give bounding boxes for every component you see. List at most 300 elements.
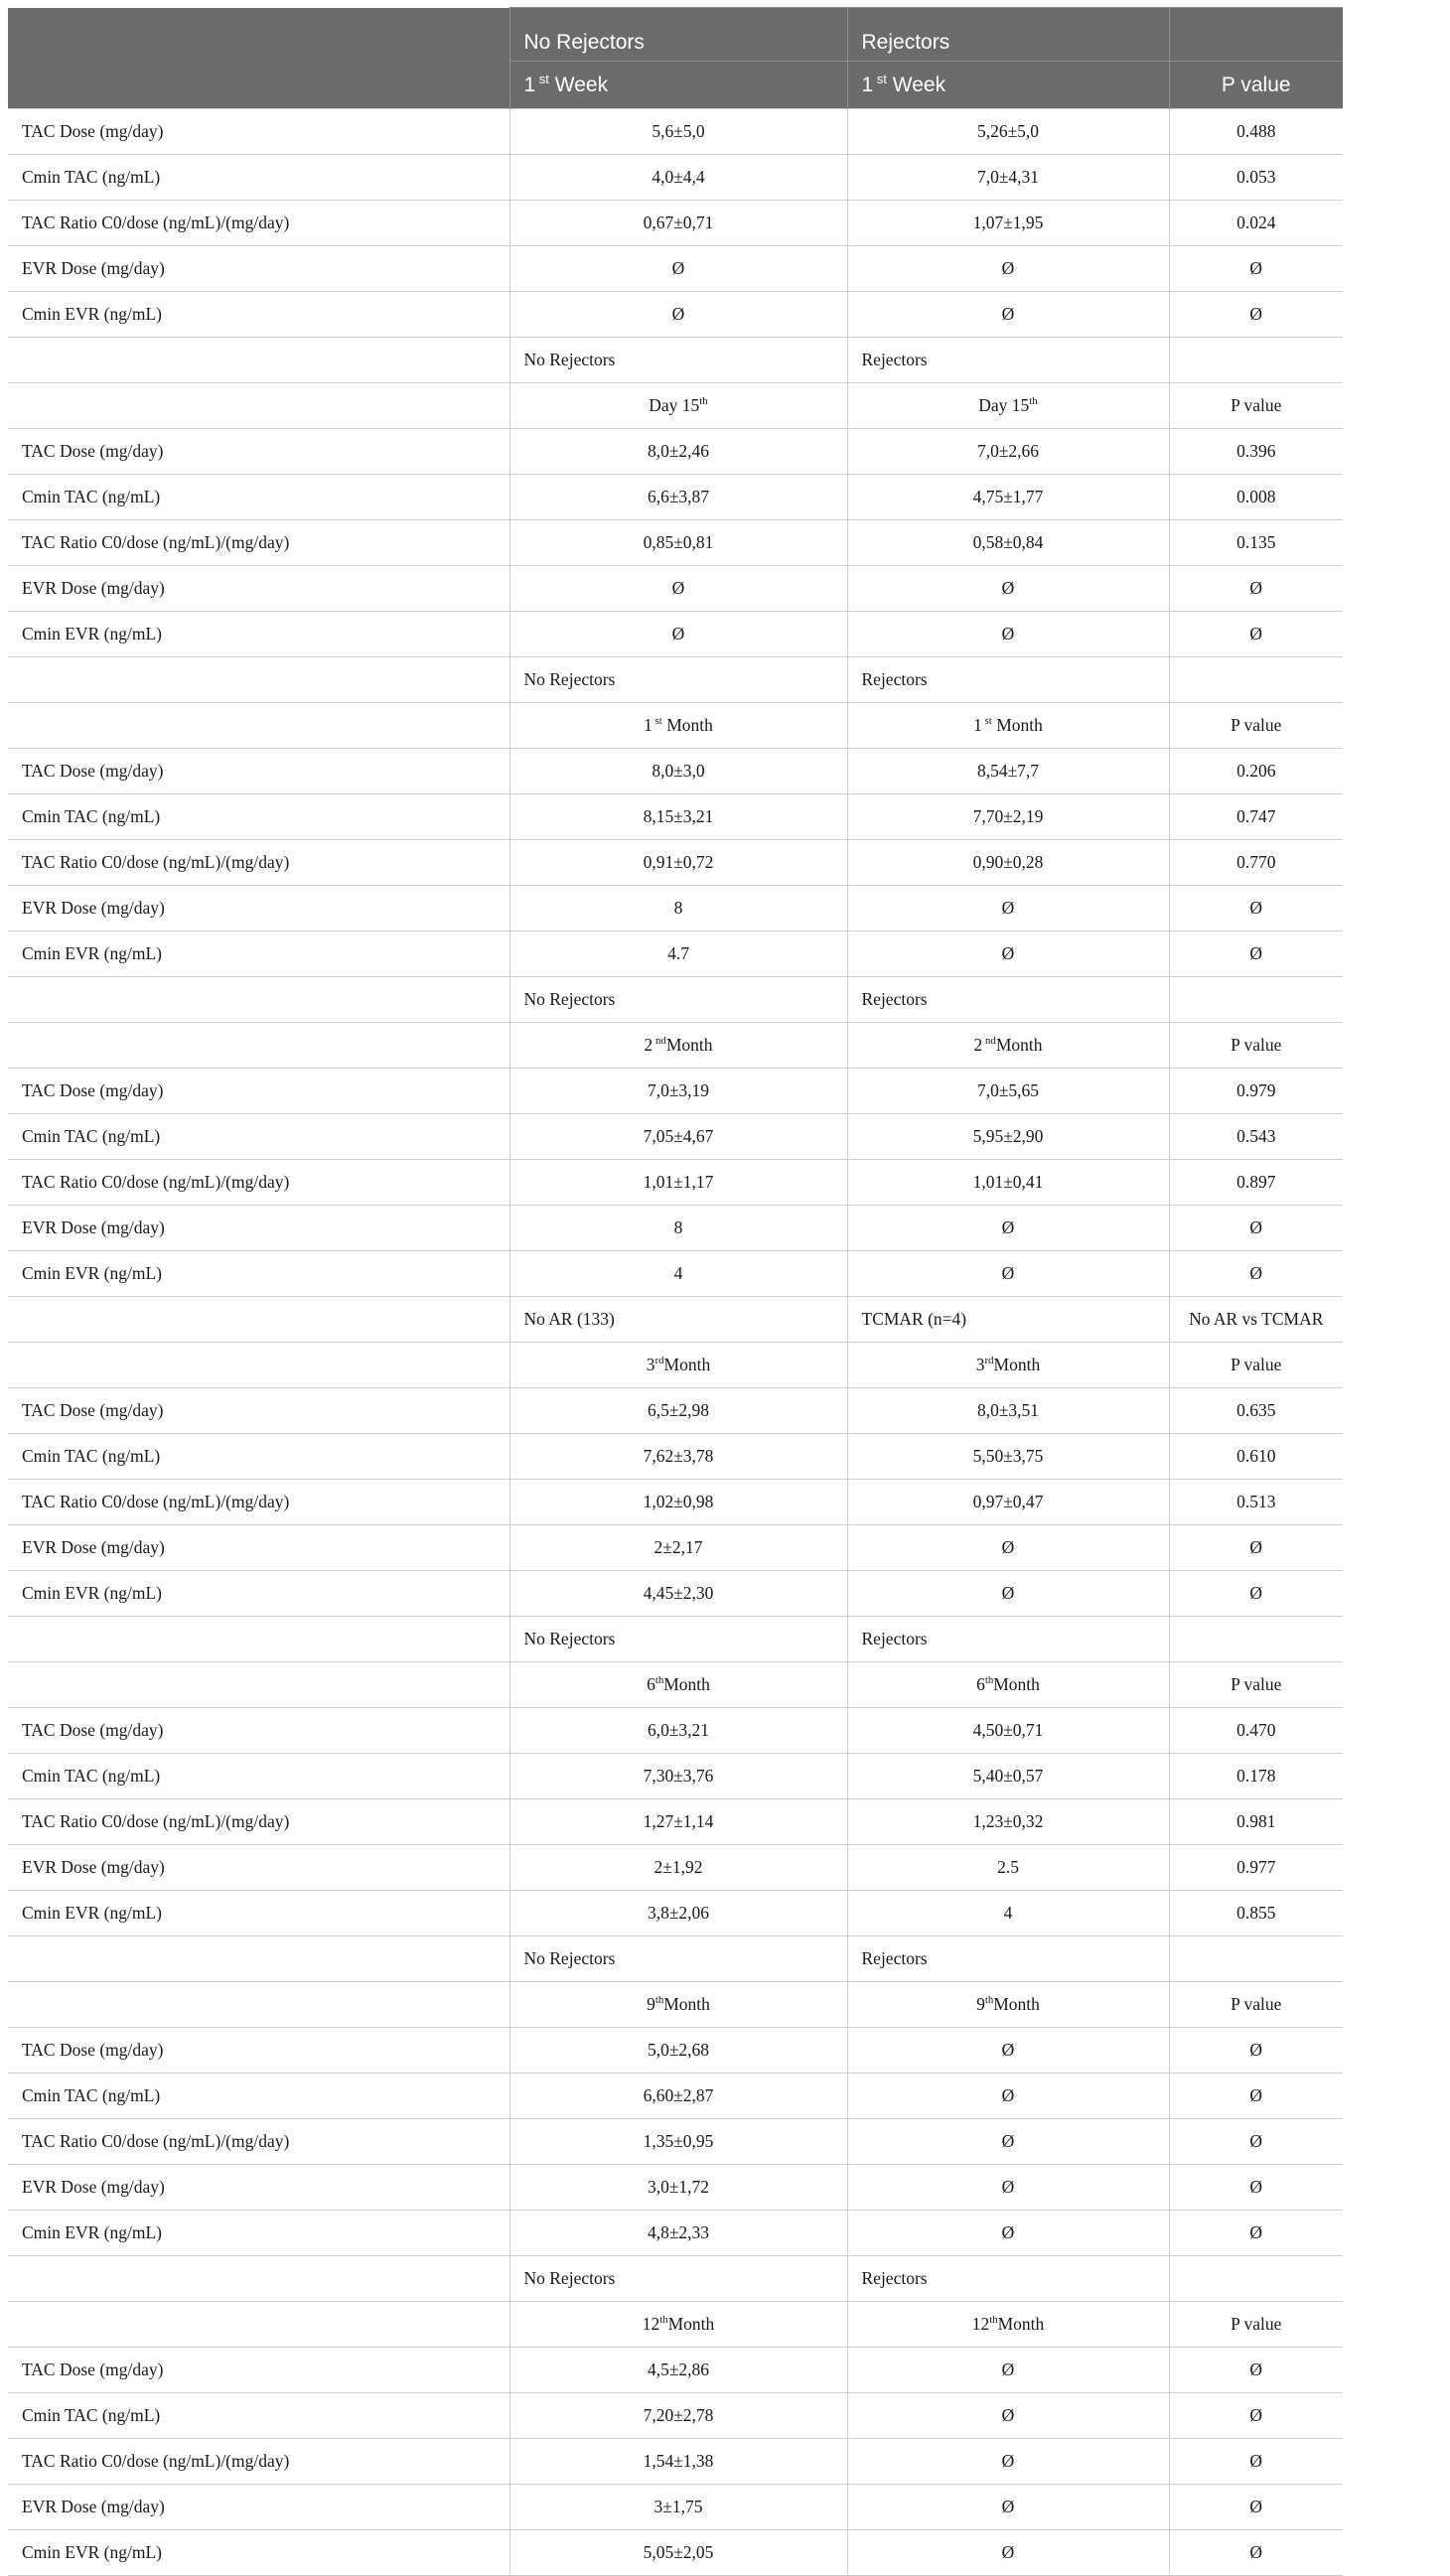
period-superscript: th xyxy=(699,395,708,408)
value-p: Ø xyxy=(1169,612,1343,657)
value-p: 0.024 xyxy=(1169,201,1343,246)
row-label: TAC Ratio C0/dose (ng/mL)/(mg/day) xyxy=(8,1160,509,1206)
row-label: TAC Dose (mg/day) xyxy=(8,1708,509,1754)
value-rejectors: Ø xyxy=(847,1206,1169,1251)
period-base: 12 xyxy=(642,2314,660,2334)
value-no-rejectors: 8 xyxy=(509,1206,847,1251)
value-p: 0.488 xyxy=(1169,109,1343,155)
table-row xyxy=(8,1799,1343,1845)
period-superscript: st xyxy=(652,715,662,728)
value-no-rejectors: 2±1,92 xyxy=(509,1845,847,1891)
row-label: Cmin EVR (ng/mL) xyxy=(8,612,509,657)
band-empty-cell xyxy=(8,703,509,749)
value-p: Ø xyxy=(1169,2348,1343,2393)
period-superscript: th xyxy=(654,1994,664,2007)
value-no-rejectors: 4,8±2,33 xyxy=(509,2211,847,2256)
value-rejectors: 8,0±3,51 xyxy=(847,1388,1169,1434)
value-p: 0.979 xyxy=(1169,1069,1343,1114)
period-rest: Month xyxy=(997,2314,1045,2334)
table-row xyxy=(8,840,1343,886)
row-label: TAC Dose (mg/day) xyxy=(8,2028,509,2074)
table-row xyxy=(8,246,1343,292)
table-header-row xyxy=(8,8,1343,62)
row-label: Cmin TAC (ng/mL) xyxy=(8,794,509,840)
value-p: 0.396 xyxy=(1169,429,1343,475)
period-p-value: P value xyxy=(1169,2302,1343,2348)
period-p-value: P value xyxy=(1169,1982,1343,2028)
row-label: TAC Dose (mg/day) xyxy=(8,2348,509,2393)
table-row xyxy=(8,109,1343,155)
period-base: 3 xyxy=(975,1355,985,1374)
period-rest: Month xyxy=(663,1355,711,1374)
value-rejectors: Ø xyxy=(847,612,1169,657)
value-no-rejectors: 8,0±3,0 xyxy=(509,749,847,794)
row-label: Cmin EVR (ng/mL) xyxy=(8,2211,509,2256)
table-row xyxy=(8,1388,1343,1434)
table-row xyxy=(8,931,1343,977)
group-label-a: No Rejectors xyxy=(509,338,847,383)
value-p: 0.008 xyxy=(1169,475,1343,520)
table-row xyxy=(8,1206,1343,1251)
group-label-p xyxy=(1169,2256,1343,2302)
table-row xyxy=(8,566,1343,612)
period-rest: Week xyxy=(548,72,609,96)
group-label-b: TCMAR (n=4) xyxy=(847,1297,1169,1343)
table-row xyxy=(8,1251,1343,1297)
value-rejectors: 8,54±7,7 xyxy=(847,749,1169,794)
group-label-b: Rejectors xyxy=(847,338,1169,383)
row-label: TAC Ratio C0/dose (ng/mL)/(mg/day) xyxy=(8,1799,509,1845)
group-label-a: No AR (133) xyxy=(509,1297,847,1343)
value-rejectors: Ø xyxy=(847,1571,1169,1617)
period-label-a xyxy=(509,1343,847,1388)
header-period-no-rejectors: 1 $^{st}$ Week xyxy=(509,62,847,109)
header-rejectors: Rejectors xyxy=(847,8,1169,62)
value-rejectors: 0,58±0,84 xyxy=(847,520,1169,566)
results-table-body xyxy=(8,8,1343,2576)
group-label-a: No Rejectors xyxy=(509,2256,847,2302)
value-rejectors: Ø xyxy=(847,886,1169,931)
period-rest: Month xyxy=(993,1994,1040,2014)
row-label: Cmin EVR (ng/mL) xyxy=(8,2530,509,2576)
period-base: 3 xyxy=(646,1355,655,1374)
value-no-rejectors: 5,0±2,68 xyxy=(509,2028,847,2074)
period-label-b xyxy=(847,1343,1169,1388)
band-empty-cell xyxy=(8,1662,509,1708)
table-row xyxy=(8,1434,1343,1480)
value-p: 0.977 xyxy=(1169,1845,1343,1891)
value-rejectors: Ø xyxy=(847,2530,1169,2576)
row-label: Cmin EVR (ng/mL) xyxy=(8,931,509,977)
group-header-row xyxy=(8,1297,1343,1343)
row-label: TAC Ratio C0/dose (ng/mL)/(mg/day) xyxy=(8,1480,509,1525)
period-label-a xyxy=(509,2302,847,2348)
period-base: Day 15 xyxy=(978,395,1030,415)
table-row xyxy=(8,2165,1343,2211)
value-rejectors: Ø xyxy=(847,566,1169,612)
value-p: 0.897 xyxy=(1169,1160,1343,1206)
value-p: 0.513 xyxy=(1169,1480,1343,1525)
table-row xyxy=(8,292,1343,338)
table-row xyxy=(8,2348,1343,2393)
period-rest: Month xyxy=(661,715,713,735)
table-row xyxy=(8,201,1343,246)
value-rejectors: Ø xyxy=(847,292,1169,338)
header-period-rejectors: 1 $^{st}$ Week xyxy=(847,62,1169,109)
value-p: Ø xyxy=(1169,2211,1343,2256)
row-label: EVR Dose (mg/day) xyxy=(8,2165,509,2211)
row-label: TAC Dose (mg/day) xyxy=(8,1388,509,1434)
period-p-value: P value xyxy=(1169,1662,1343,1708)
group-label-a: No Rejectors xyxy=(509,977,847,1023)
row-label: TAC Dose (mg/day) xyxy=(8,1069,509,1114)
table-row xyxy=(8,2485,1343,2530)
value-rejectors: 5,40±0,57 xyxy=(847,1754,1169,1799)
period-p-value: P value xyxy=(1169,703,1343,749)
table-row xyxy=(8,1754,1343,1799)
value-rejectors: 4,75±1,77 xyxy=(847,475,1169,520)
row-label: Cmin TAC (ng/mL) xyxy=(8,155,509,201)
period-label-a xyxy=(509,1982,847,2028)
value-rejectors: 1,07±1,95 xyxy=(847,201,1169,246)
table-row xyxy=(8,1708,1343,1754)
table-row xyxy=(8,429,1343,475)
row-label: EVR Dose (mg/day) xyxy=(8,886,509,931)
period-label-a xyxy=(509,1023,847,1069)
period-superscript: st xyxy=(981,715,992,728)
row-label: EVR Dose (mg/day) xyxy=(8,566,509,612)
value-rejectors: Ø xyxy=(847,1251,1169,1297)
value-no-rejectors: 0,91±0,72 xyxy=(509,840,847,886)
group-label-p xyxy=(1169,1936,1343,1982)
value-rejectors: Ø xyxy=(847,2348,1169,2393)
value-rejectors: 5,50±3,75 xyxy=(847,1434,1169,1480)
group-label-b: Rejectors xyxy=(847,1936,1169,1982)
value-rejectors: 4 xyxy=(847,1891,1169,1936)
table-row xyxy=(8,2530,1343,2576)
period-label-b xyxy=(847,1023,1169,1069)
period-base: 1 xyxy=(973,715,982,735)
value-p: Ø xyxy=(1169,2393,1343,2439)
period-label-b xyxy=(847,2302,1169,2348)
period-base: 1 xyxy=(523,72,536,96)
value-no-rejectors: 6,0±3,21 xyxy=(509,1708,847,1754)
table-row xyxy=(8,1891,1343,1936)
row-label: Cmin EVR (ng/mL) xyxy=(8,292,509,338)
value-no-rejectors: 3±1,75 xyxy=(509,2485,847,2530)
value-rejectors: Ø xyxy=(847,2119,1169,2165)
value-rejectors: 4,50±0,71 xyxy=(847,1708,1169,1754)
value-rejectors: 1,01±0,41 xyxy=(847,1160,1169,1206)
value-rejectors: Ø xyxy=(847,246,1169,292)
band-empty-cell xyxy=(8,1617,509,1662)
period-header-row xyxy=(8,383,1343,429)
period-header-row xyxy=(8,1662,1343,1708)
value-p: 0.543 xyxy=(1169,1114,1343,1160)
row-label: TAC Ratio C0/dose (ng/mL)/(mg/day) xyxy=(8,520,509,566)
period-label-a xyxy=(509,383,847,429)
value-p: 0.981 xyxy=(1169,1799,1343,1845)
row-label: Cmin EVR (ng/mL) xyxy=(8,1251,509,1297)
value-no-rejectors: 5,05±2,05 xyxy=(509,2530,847,2576)
value-p: 0.206 xyxy=(1169,749,1343,794)
period-superscript: th xyxy=(1029,395,1038,408)
period-superscript: nd xyxy=(982,1035,996,1048)
period-base: 2 xyxy=(644,1035,653,1055)
row-label: TAC Ratio C0/dose (ng/mL)/(mg/day) xyxy=(8,840,509,886)
value-no-rejectors: 1,01±1,17 xyxy=(509,1160,847,1206)
period-header-row xyxy=(8,703,1343,749)
row-label: EVR Dose (mg/day) xyxy=(8,1845,509,1891)
value-rejectors: Ø xyxy=(847,2074,1169,2119)
value-p: Ø xyxy=(1169,246,1343,292)
period-rest: Month xyxy=(993,1674,1040,1694)
value-p: Ø xyxy=(1169,2439,1343,2485)
group-label-b: Rejectors xyxy=(847,657,1169,703)
period-superscript: th xyxy=(654,1674,664,1687)
value-p: 0.610 xyxy=(1169,1434,1343,1480)
value-rejectors: Ø xyxy=(847,2028,1169,2074)
value-p: Ø xyxy=(1169,1525,1343,1571)
band-empty-cell xyxy=(8,1023,509,1069)
band-empty-cell xyxy=(8,338,509,383)
table-row xyxy=(8,1845,1343,1891)
value-rejectors: Ø xyxy=(847,2439,1169,2485)
value-no-rejectors: 1,54±1,38 xyxy=(509,2439,847,2485)
value-p: 0.635 xyxy=(1169,1388,1343,1434)
value-p: Ø xyxy=(1169,2028,1343,2074)
row-label: Cmin EVR (ng/mL) xyxy=(8,1891,509,1936)
period-rest: Month xyxy=(995,1035,1043,1055)
value-no-rejectors: 6,6±3,87 xyxy=(509,475,847,520)
row-label: TAC Dose (mg/day) xyxy=(8,109,509,155)
value-no-rejectors: 2±2,17 xyxy=(509,1525,847,1571)
value-rejectors: 7,0±4,31 xyxy=(847,155,1169,201)
value-no-rejectors: 6,5±2,98 xyxy=(509,1388,847,1434)
group-header-row xyxy=(8,2256,1343,2302)
period-label-b xyxy=(847,1982,1169,2028)
value-p: 0.470 xyxy=(1169,1708,1343,1754)
table-row xyxy=(8,2028,1343,2074)
value-p: 0.135 xyxy=(1169,520,1343,566)
row-label: TAC Ratio C0/dose (ng/mL)/(mg/day) xyxy=(8,2119,509,2165)
table-row xyxy=(8,475,1343,520)
value-no-rejectors: 1,27±1,14 xyxy=(509,1799,847,1845)
table-row xyxy=(8,1160,1343,1206)
value-rejectors: 2.5 xyxy=(847,1845,1169,1891)
row-label: Cmin TAC (ng/mL) xyxy=(8,1754,509,1799)
band-empty-cell xyxy=(8,1343,509,1388)
period-label-a xyxy=(509,1662,847,1708)
period-rest: Month xyxy=(663,1994,710,2014)
period-superscript: th xyxy=(984,1994,994,2007)
table-row xyxy=(8,2393,1343,2439)
value-rejectors: Ø xyxy=(847,2485,1169,2530)
value-p: 0.855 xyxy=(1169,1891,1343,1936)
table-row xyxy=(8,2119,1343,2165)
band-empty-cell xyxy=(8,977,509,1023)
table-row xyxy=(8,612,1343,657)
group-label-b: Rejectors xyxy=(847,2256,1169,2302)
value-p: Ø xyxy=(1169,1251,1343,1297)
value-rejectors: 0,90±0,28 xyxy=(847,840,1169,886)
period-label-b xyxy=(847,383,1169,429)
value-no-rejectors: Ø xyxy=(509,246,847,292)
period-rest: Month xyxy=(993,1355,1041,1374)
period-rest: Month xyxy=(665,1035,713,1055)
value-no-rejectors: 7,62±3,78 xyxy=(509,1434,847,1480)
row-label: Cmin TAC (ng/mL) xyxy=(8,1114,509,1160)
group-label-a: No Rejectors xyxy=(509,1617,847,1662)
value-rejectors: Ø xyxy=(847,2211,1169,2256)
group-label-p xyxy=(1169,657,1343,703)
value-no-rejectors: Ø xyxy=(509,292,847,338)
period-superscript: th xyxy=(989,2314,998,2327)
period-base: 1 xyxy=(644,715,652,735)
group-header-row xyxy=(8,657,1343,703)
value-rejectors: Ø xyxy=(847,931,1169,977)
value-no-rejectors: 1,35±0,95 xyxy=(509,2119,847,2165)
header-empty-cell xyxy=(8,62,509,109)
row-label: TAC Dose (mg/day) xyxy=(8,749,509,794)
row-label: EVR Dose (mg/day) xyxy=(8,1206,509,1251)
table-row xyxy=(8,1069,1343,1114)
value-p: Ø xyxy=(1169,2165,1343,2211)
value-p: Ø xyxy=(1169,886,1343,931)
period-base: 2 xyxy=(973,1035,983,1055)
period-label-a xyxy=(509,703,847,749)
value-no-rejectors: 4,45±2,30 xyxy=(509,1571,847,1617)
period-base: 1 xyxy=(861,72,874,96)
band-empty-cell xyxy=(8,1982,509,2028)
row-label: Cmin TAC (ng/mL) xyxy=(8,1434,509,1480)
period-p-value: P value xyxy=(1169,1343,1343,1388)
table-header-period-row xyxy=(8,62,1343,109)
group-label-b: Rejectors xyxy=(847,1617,1169,1662)
band-empty-cell xyxy=(8,2302,509,2348)
header-no-rejectors: No Rejectors xyxy=(509,8,847,62)
value-no-rejectors: 8 xyxy=(509,886,847,931)
table-row xyxy=(8,749,1343,794)
value-no-rejectors: 8,15±3,21 xyxy=(509,794,847,840)
row-label: Cmin TAC (ng/mL) xyxy=(8,2074,509,2119)
value-rejectors: 7,0±2,66 xyxy=(847,429,1169,475)
value-p: 0.747 xyxy=(1169,794,1343,840)
group-label-p: No AR vs TCMAR xyxy=(1169,1297,1343,1343)
table-row xyxy=(8,1525,1343,1571)
group-label-a: No Rejectors xyxy=(509,657,847,703)
row-label: EVR Dose (mg/day) xyxy=(8,246,509,292)
period-p-value: P value xyxy=(1169,1023,1343,1069)
value-rejectors: Ø xyxy=(847,1525,1169,1571)
value-no-rejectors: 3,8±2,06 xyxy=(509,1891,847,1936)
period-base: 9 xyxy=(647,1994,655,2014)
table-row xyxy=(8,794,1343,840)
group-label-a: No Rejectors xyxy=(509,1936,847,1982)
group-header-row xyxy=(8,338,1343,383)
table-row xyxy=(8,520,1343,566)
value-p: Ø xyxy=(1169,566,1343,612)
period-rest: Month xyxy=(663,1674,710,1694)
period-label-b xyxy=(847,1662,1169,1708)
value-no-rejectors: 7,0±3,19 xyxy=(509,1069,847,1114)
group-label-p xyxy=(1169,1617,1343,1662)
group-label-p xyxy=(1169,977,1343,1023)
value-no-rejectors: 0,67±0,71 xyxy=(509,201,847,246)
period-superscript: th xyxy=(984,1674,994,1687)
value-p: Ø xyxy=(1169,1571,1343,1617)
value-no-rejectors: Ø xyxy=(509,612,847,657)
period-superscript: th xyxy=(659,2314,668,2327)
value-rejectors: 5,26±5,0 xyxy=(847,109,1169,155)
row-label: TAC Dose (mg/day) xyxy=(8,429,509,475)
table-row xyxy=(8,2074,1343,2119)
value-rejectors: Ø xyxy=(847,2165,1169,2211)
header-empty-p xyxy=(1169,8,1343,62)
row-label: EVR Dose (mg/day) xyxy=(8,2485,509,2530)
row-label: TAC Ratio C0/dose (ng/mL)/(mg/day) xyxy=(8,201,509,246)
value-no-rejectors: 4.7 xyxy=(509,931,847,977)
value-p: Ø xyxy=(1169,2074,1343,2119)
value-p: 0.053 xyxy=(1169,155,1343,201)
value-no-rejectors: 7,05±4,67 xyxy=(509,1114,847,1160)
table-row xyxy=(8,2439,1343,2485)
period-base: 9 xyxy=(976,1994,985,2014)
value-no-rejectors: 8,0±2,46 xyxy=(509,429,847,475)
value-p: 0.770 xyxy=(1169,840,1343,886)
value-rejectors: Ø xyxy=(847,2393,1169,2439)
period-header-row xyxy=(8,2302,1343,2348)
value-no-rejectors: 4 xyxy=(509,1251,847,1297)
period-rest: Month xyxy=(667,2314,715,2334)
period-rest: Month xyxy=(991,715,1043,735)
period-label-b xyxy=(847,703,1169,749)
value-no-rejectors: 3,0±1,72 xyxy=(509,2165,847,2211)
period-superscript: rd xyxy=(984,1355,994,1367)
value-p: 0.178 xyxy=(1169,1754,1343,1799)
band-empty-cell xyxy=(8,1297,509,1343)
table-row xyxy=(8,155,1343,201)
row-label: Cmin TAC (ng/mL) xyxy=(8,475,509,520)
period-header-row xyxy=(8,1982,1343,2028)
value-rejectors: 0,97±0,47 xyxy=(847,1480,1169,1525)
value-rejectors: 5,95±2,90 xyxy=(847,1114,1169,1160)
group-header-row xyxy=(8,977,1343,1023)
value-p: Ø xyxy=(1169,2530,1343,2576)
row-label: Cmin EVR (ng/mL) xyxy=(8,1571,509,1617)
period-rest: Week xyxy=(886,72,946,96)
band-empty-cell xyxy=(8,383,509,429)
value-no-rejectors: 0,85±0,81 xyxy=(509,520,847,566)
row-label: Cmin TAC (ng/mL) xyxy=(8,2393,509,2439)
value-no-rejectors: 7,30±3,76 xyxy=(509,1754,847,1799)
table-row xyxy=(8,886,1343,931)
value-no-rejectors: 6,60±2,87 xyxy=(509,2074,847,2119)
band-empty-cell xyxy=(8,1936,509,1982)
value-no-rejectors: Ø xyxy=(509,566,847,612)
group-header-row xyxy=(8,1936,1343,1982)
value-p: Ø xyxy=(1169,2119,1343,2165)
value-rejectors: 7,70±2,19 xyxy=(847,794,1169,840)
value-no-rejectors: 5,6±5,0 xyxy=(509,109,847,155)
value-p: Ø xyxy=(1169,2485,1343,2530)
value-rejectors: 1,23±0,32 xyxy=(847,1799,1169,1845)
value-rejectors: 7,0±5,65 xyxy=(847,1069,1169,1114)
table-row xyxy=(8,1114,1343,1160)
period-base: 6 xyxy=(647,1674,655,1694)
value-p: Ø xyxy=(1169,292,1343,338)
header-empty-cell xyxy=(8,8,509,62)
